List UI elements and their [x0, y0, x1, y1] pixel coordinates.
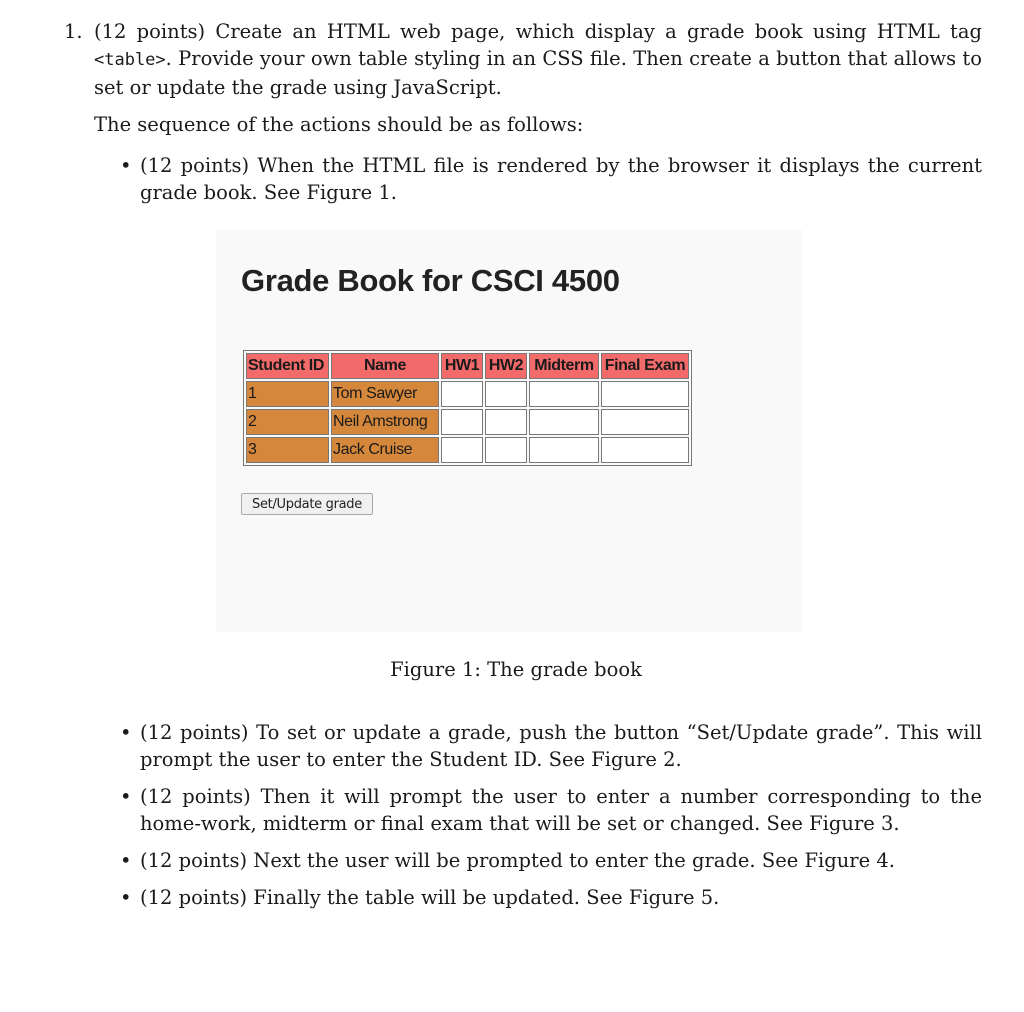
table-row: [246, 437, 689, 463]
intro-text-2: . Provide your own table styling in an CSS file. Then create a button that allows to set or update the grade using JavaScript.: [94, 47, 982, 99]
bullet-text: (12 points) When the HTML file is rendered by the browser it displays the current grade book. See Figure 1.: [140, 154, 982, 204]
bullet-item: [94, 884, 982, 911]
cell-name: Jack Cruise: [331, 437, 439, 463]
header-hw2: HW2: [485, 353, 527, 379]
cell-final-exam: [601, 409, 689, 435]
header-midterm: Midterm: [529, 353, 599, 379]
cell-midterm: [529, 409, 599, 435]
bullet-icon: •: [120, 886, 132, 909]
bullet-text: (12 points) To set or update a grade, push the button “Set/Update grade”. This will prompt the user to enter the Student ID. See Figure 2.: [140, 721, 982, 771]
problem-number: 1.: [64, 20, 83, 43]
bullet-icon: •: [120, 154, 132, 177]
bullet-text: (12 points) Finally the table will be updated. See Figure 5.: [140, 886, 720, 909]
cell-name: Tom Sawyer: [331, 381, 439, 407]
cell-hw2: [485, 409, 527, 435]
cell-student-id: 1: [246, 381, 329, 407]
intro-code: <table>: [94, 50, 166, 70]
intro-text-1: (12 points) Create an HTML web page, which display a grade book using HTML tag: [94, 20, 982, 43]
cell-midterm: [529, 437, 599, 463]
bullet-text: (12 points) Then it will prompt the user to enter a number corresponding to the home-work, midterm or final exam that will be set or changed. See Figure 3.: [140, 785, 982, 835]
problem-body: [94, 18, 982, 206]
cell-midterm: [529, 381, 599, 407]
cell-final-exam: [601, 381, 689, 407]
table-header-row: [246, 353, 689, 379]
bullet-item: [94, 152, 982, 206]
gradebook-title: Grade Book for CSCI 4500: [241, 263, 620, 298]
cell-hw1: [441, 409, 483, 435]
bullet-list-bottom: [94, 719, 982, 921]
header-hw1: HW1: [441, 353, 483, 379]
gradebook-table: [243, 350, 692, 466]
bullet-icon: •: [120, 785, 132, 808]
figure-caption: Figure 1: The grade book: [390, 658, 642, 681]
cell-student-id: 3: [246, 437, 329, 463]
cell-hw1: [441, 381, 483, 407]
problem-intro: [94, 18, 982, 101]
header-student-id: Student ID: [246, 353, 329, 379]
bullet-item: [94, 847, 982, 874]
cell-hw2: [485, 381, 527, 407]
bullet-icon: •: [120, 849, 132, 872]
set-update-grade-button[interactable]: Set/Update grade: [241, 493, 373, 515]
cell-student-id: 2: [246, 409, 329, 435]
table-row: [246, 381, 689, 407]
bullet-list-top: [94, 152, 982, 206]
cell-final-exam: [601, 437, 689, 463]
header-name: Name: [331, 353, 439, 379]
header-final-exam: Final Exam: [601, 353, 689, 379]
cell-hw2: [485, 437, 527, 463]
table-row: [246, 409, 689, 435]
figure-1-screenshot: [216, 230, 802, 632]
sequence-text: The sequence of the actions should be as follows:: [94, 113, 584, 136]
bullet-item: [94, 783, 982, 837]
problem-1: [64, 18, 982, 216]
bullet-item: [94, 719, 982, 773]
cell-hw1: [441, 437, 483, 463]
bullet-text: (12 points) Next the user will be prompted to enter the grade. See Figure 4.: [140, 849, 895, 872]
bullet-icon: •: [120, 721, 132, 744]
cell-name: Neil Amstrong: [331, 409, 439, 435]
